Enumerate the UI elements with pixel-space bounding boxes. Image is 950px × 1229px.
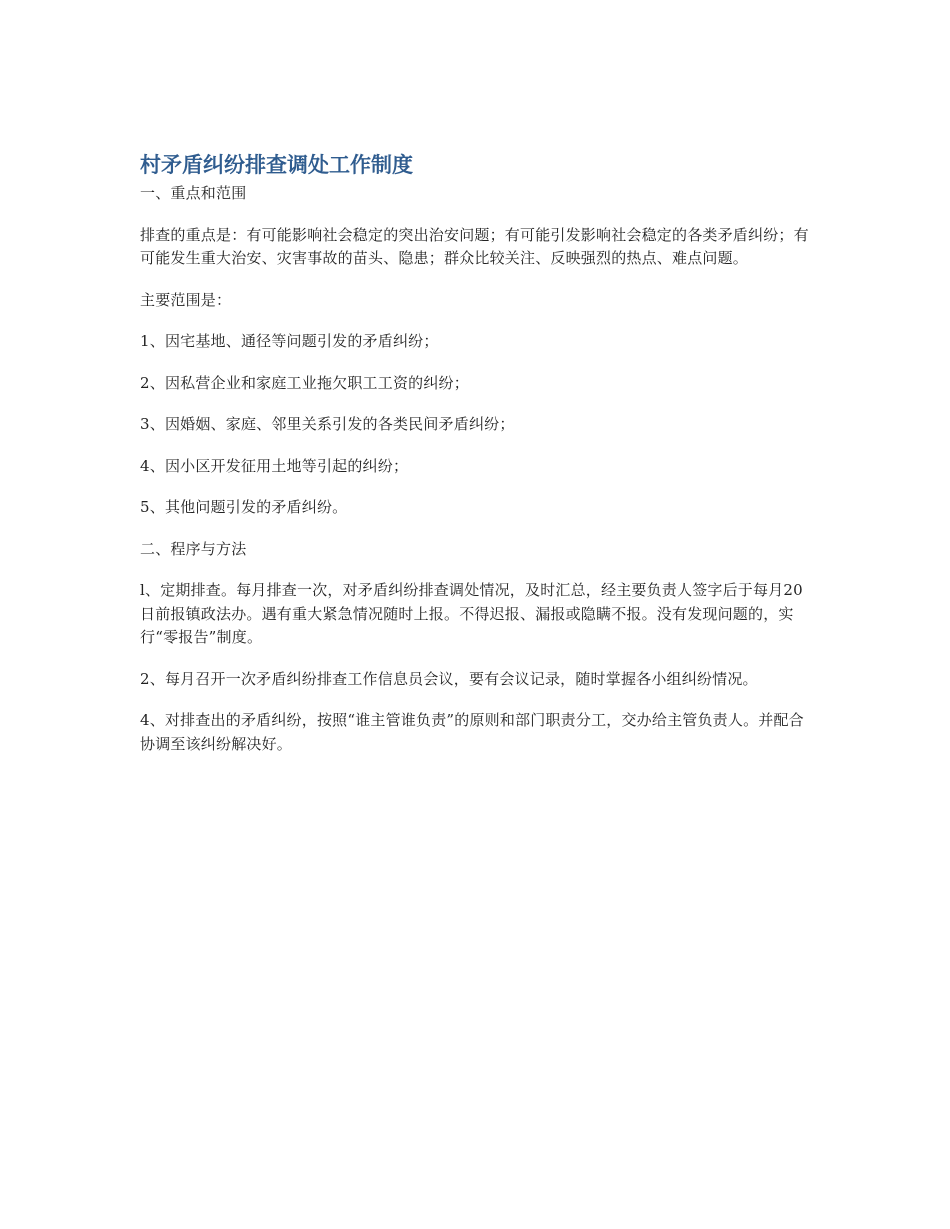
list-item: 3、因婚姻、家庭、邻里关系引发的各类民间矛盾纠纷； [140, 415, 515, 433]
document-body [140, 148, 812, 756]
list-item: 4、因小区开发征用土地等引起的纠纷； [140, 456, 409, 475]
section-heading-focus-scope: 一、重点和范围 [140, 184, 247, 202]
list-item: 1、因宅基地、通径等问题引发的矛盾纠纷； [140, 332, 439, 350]
focus-paragraph: 排查的重点是：有可能影响社会稳定的突出治安问题；有可能引发影响社会稳定的各类矛盾纠纷；有可能发生重大治安、灾害事故的苗头、隐患；群众比较关注、反映强烈的热点、难点问题。 [140, 225, 809, 267]
procedure-item: 4、对排查出的矛盾纠纷，按照“谁主管谁负责”的原则和部门职责分工，交办给主管负责人。并配合协调至该纠纷解决好。 [140, 711, 804, 753]
document-title: 村矛盾纠纷排查调处工作制度 [140, 153, 413, 177]
procedure-item: l、定期排查。每月排查一次，对矛盾纠纷排查调处情况，及时汇总，经主要负责人签字后于每月20日前报镇政法办。遇有重大紧急情况随时上报。不得迟报、漏报或隐瞒不报。没有发现问题的，实行“零报告”制度。 [140, 581, 803, 646]
scope-intro: 主要范围是： [140, 290, 232, 309]
list-item: 2、因私营企业和家庭工业拖欠职工工资的纠纷； [140, 373, 469, 392]
procedure-item: 2、每月召开一次矛盾纠纷排查工作信息员会议，要有会议记录，随时掌握各小组纠纷情况。 [140, 669, 758, 688]
list-item: 5、其他问题引发的矛盾纠纷。 [140, 498, 348, 516]
section-heading-procedure: 二、程序与方法 [140, 539, 247, 558]
